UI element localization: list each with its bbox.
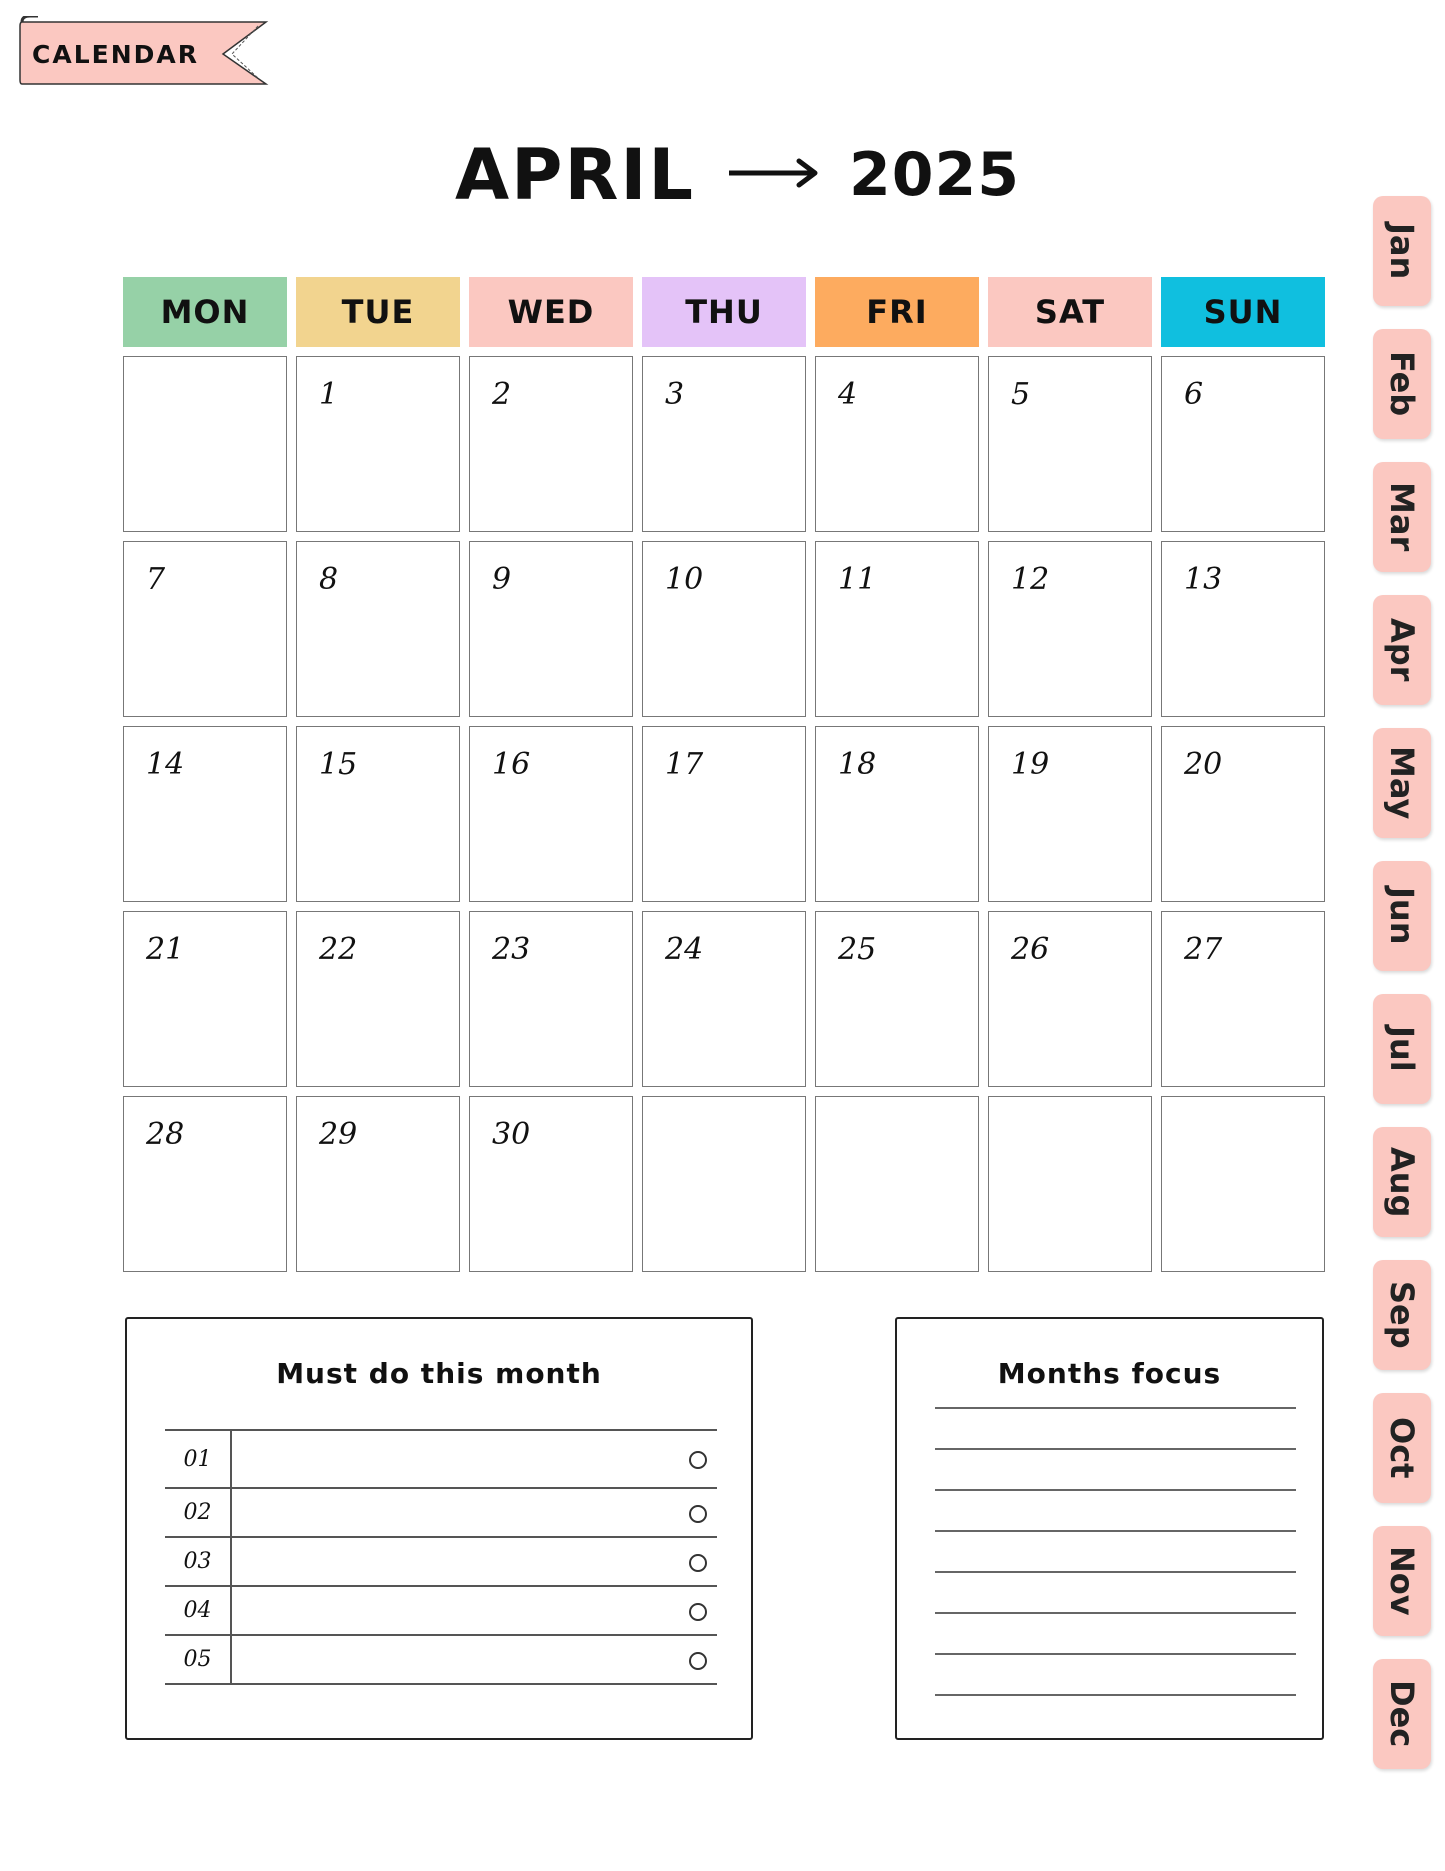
day-cell[interactable] bbox=[642, 911, 806, 1087]
focus-line[interactable] bbox=[935, 1407, 1296, 1409]
month-tab-label: Mar bbox=[1383, 482, 1421, 552]
month-tab-jul[interactable] bbox=[1373, 994, 1431, 1104]
day-cell[interactable] bbox=[815, 726, 979, 902]
month-tab-label: Jul bbox=[1383, 1026, 1421, 1072]
day-cell[interactable] bbox=[988, 1096, 1152, 1272]
checkbox-circle-icon[interactable] bbox=[689, 1652, 707, 1670]
day-cell[interactable] bbox=[815, 356, 979, 532]
day-cell[interactable] bbox=[642, 1096, 806, 1272]
day-number: 28 bbox=[146, 1117, 185, 1152]
day-cell[interactable] bbox=[988, 726, 1152, 902]
day-number: 15 bbox=[319, 747, 358, 782]
day-cell[interactable] bbox=[469, 356, 633, 532]
day-number: 13 bbox=[1184, 562, 1223, 597]
month-tab-label: Aug bbox=[1383, 1146, 1421, 1218]
month-tabs bbox=[1373, 196, 1431, 1792]
day-cell[interactable] bbox=[815, 541, 979, 717]
weekday-fri: FRI bbox=[815, 277, 979, 347]
day-cell[interactable] bbox=[815, 911, 979, 1087]
day-cell[interactable] bbox=[1161, 1096, 1325, 1272]
focus-line[interactable] bbox=[935, 1694, 1296, 1696]
day-cell[interactable] bbox=[815, 1096, 979, 1272]
day-number: 23 bbox=[492, 932, 531, 967]
day-number: 24 bbox=[665, 932, 704, 967]
month-tab-label: Jan bbox=[1383, 222, 1421, 280]
day-number: 8 bbox=[319, 562, 339, 597]
day-cell[interactable] bbox=[1161, 726, 1325, 902]
title-year: 2025 bbox=[849, 140, 1021, 210]
month-tab-label: May bbox=[1383, 746, 1421, 820]
checkbox-circle-icon[interactable] bbox=[689, 1451, 707, 1469]
day-number: 6 bbox=[1184, 377, 1204, 412]
month-tab-jun[interactable] bbox=[1373, 861, 1431, 971]
focus-line[interactable] bbox=[935, 1653, 1296, 1655]
day-number: 1 bbox=[319, 377, 339, 412]
month-tab-nov[interactable] bbox=[1373, 1526, 1431, 1636]
day-cell[interactable] bbox=[296, 911, 460, 1087]
day-cell[interactable] bbox=[642, 726, 806, 902]
ribbon-label: CALENDAR bbox=[32, 40, 199, 69]
day-cell[interactable] bbox=[1161, 541, 1325, 717]
day-number: 4 bbox=[838, 377, 858, 412]
day-number: 16 bbox=[492, 747, 531, 782]
todo-row[interactable] bbox=[165, 1429, 717, 1487]
checkbox-circle-icon[interactable] bbox=[689, 1603, 707, 1621]
day-number: 27 bbox=[1184, 932, 1223, 967]
months-focus-title: Months focus bbox=[997, 1357, 1222, 1390]
day-cell[interactable] bbox=[469, 1096, 633, 1272]
focus-line[interactable] bbox=[935, 1571, 1296, 1573]
todo-row[interactable] bbox=[165, 1634, 717, 1685]
day-number: 29 bbox=[319, 1117, 358, 1152]
day-number: 22 bbox=[319, 932, 358, 967]
day-cell[interactable] bbox=[642, 356, 806, 532]
todo-number: 01 bbox=[165, 1431, 232, 1487]
must-do-title: Must do this month bbox=[276, 1357, 602, 1390]
todo-number: 05 bbox=[165, 1636, 232, 1683]
day-number: 9 bbox=[492, 562, 512, 597]
month-tab-dec[interactable] bbox=[1373, 1659, 1431, 1769]
todo-row[interactable] bbox=[165, 1585, 717, 1634]
day-number: 30 bbox=[492, 1117, 531, 1152]
day-cell[interactable] bbox=[296, 356, 460, 532]
month-tab-label: Dec bbox=[1383, 1680, 1421, 1748]
calendar-grid bbox=[123, 356, 1325, 1272]
day-number: 19 bbox=[1011, 747, 1050, 782]
day-number: 26 bbox=[1011, 932, 1050, 967]
must-do-box bbox=[125, 1317, 753, 1740]
checkbox-circle-icon[interactable] bbox=[689, 1554, 707, 1572]
day-number: 20 bbox=[1184, 747, 1223, 782]
weekday-thu: THU bbox=[642, 277, 806, 347]
day-number: 11 bbox=[838, 562, 877, 597]
day-cell[interactable] bbox=[296, 726, 460, 902]
day-cell[interactable] bbox=[988, 356, 1152, 532]
title-month: APRIL bbox=[455, 134, 696, 216]
day-number: 14 bbox=[146, 747, 185, 782]
todo-number: 02 bbox=[165, 1489, 232, 1536]
focus-line[interactable] bbox=[935, 1612, 1296, 1614]
month-tab-jan[interactable] bbox=[1373, 196, 1431, 306]
weekday-mon: MON bbox=[123, 277, 287, 347]
day-cell[interactable] bbox=[988, 911, 1152, 1087]
month-tab-label: Feb bbox=[1383, 351, 1421, 417]
day-cell[interactable] bbox=[469, 911, 633, 1087]
calendar-ribbon bbox=[18, 16, 274, 88]
month-tab-mar[interactable] bbox=[1373, 462, 1431, 572]
must-do-list bbox=[165, 1429, 717, 1685]
month-tab-label: Oct bbox=[1383, 1417, 1421, 1479]
month-tab-may[interactable] bbox=[1373, 728, 1431, 838]
month-tab-label: Apr bbox=[1383, 618, 1421, 682]
checkbox-circle-icon[interactable] bbox=[689, 1505, 707, 1523]
day-cell[interactable] bbox=[123, 726, 287, 902]
day-number: 10 bbox=[665, 562, 704, 597]
day-cell[interactable] bbox=[988, 541, 1152, 717]
day-cell[interactable] bbox=[469, 541, 633, 717]
todo-row[interactable] bbox=[165, 1536, 717, 1585]
day-number: 7 bbox=[146, 562, 166, 597]
day-number: 3 bbox=[665, 377, 685, 412]
weekday-tue: TUE bbox=[296, 277, 460, 347]
day-number: 17 bbox=[665, 747, 704, 782]
day-cell[interactable] bbox=[123, 1096, 287, 1272]
page-title bbox=[455, 130, 1020, 220]
day-cell[interactable] bbox=[1161, 356, 1325, 532]
todo-number: 03 bbox=[165, 1538, 232, 1585]
month-tab-sep[interactable] bbox=[1373, 1260, 1431, 1370]
day-cell[interactable] bbox=[123, 541, 287, 717]
day-cell[interactable] bbox=[642, 541, 806, 717]
day-cell[interactable] bbox=[296, 1096, 460, 1272]
months-focus-box bbox=[895, 1317, 1324, 1740]
focus-line[interactable] bbox=[935, 1489, 1296, 1491]
arrow-right-icon bbox=[729, 158, 819, 192]
weekday-sat: SAT bbox=[988, 277, 1152, 347]
weekday-sun: SUN bbox=[1161, 277, 1325, 347]
day-cell[interactable] bbox=[1161, 911, 1325, 1087]
month-tab-aug[interactable] bbox=[1373, 1127, 1431, 1237]
month-tab-oct[interactable] bbox=[1373, 1393, 1431, 1503]
month-tab-label: Nov bbox=[1383, 1546, 1421, 1616]
todo-number: 04 bbox=[165, 1587, 232, 1634]
day-number: 5 bbox=[1011, 377, 1031, 412]
focus-line[interactable] bbox=[935, 1448, 1296, 1450]
day-number: 2 bbox=[492, 377, 512, 412]
day-number: 21 bbox=[146, 932, 185, 967]
day-number: 25 bbox=[838, 932, 877, 967]
day-number: 18 bbox=[838, 747, 877, 782]
focus-line[interactable] bbox=[935, 1530, 1296, 1532]
day-number: 12 bbox=[1011, 562, 1050, 597]
day-cell[interactable] bbox=[469, 726, 633, 902]
month-tab-apr[interactable] bbox=[1373, 595, 1431, 705]
weekday-wed: WED bbox=[469, 277, 633, 347]
todo-row[interactable] bbox=[165, 1487, 717, 1536]
day-cell[interactable] bbox=[296, 541, 460, 717]
day-cell[interactable] bbox=[123, 911, 287, 1087]
month-tab-feb[interactable] bbox=[1373, 329, 1431, 439]
day-cell[interactable] bbox=[123, 356, 287, 532]
weekday-header bbox=[123, 277, 1325, 347]
month-tab-label: Jun bbox=[1383, 887, 1421, 945]
month-tab-label: Sep bbox=[1383, 1281, 1421, 1349]
